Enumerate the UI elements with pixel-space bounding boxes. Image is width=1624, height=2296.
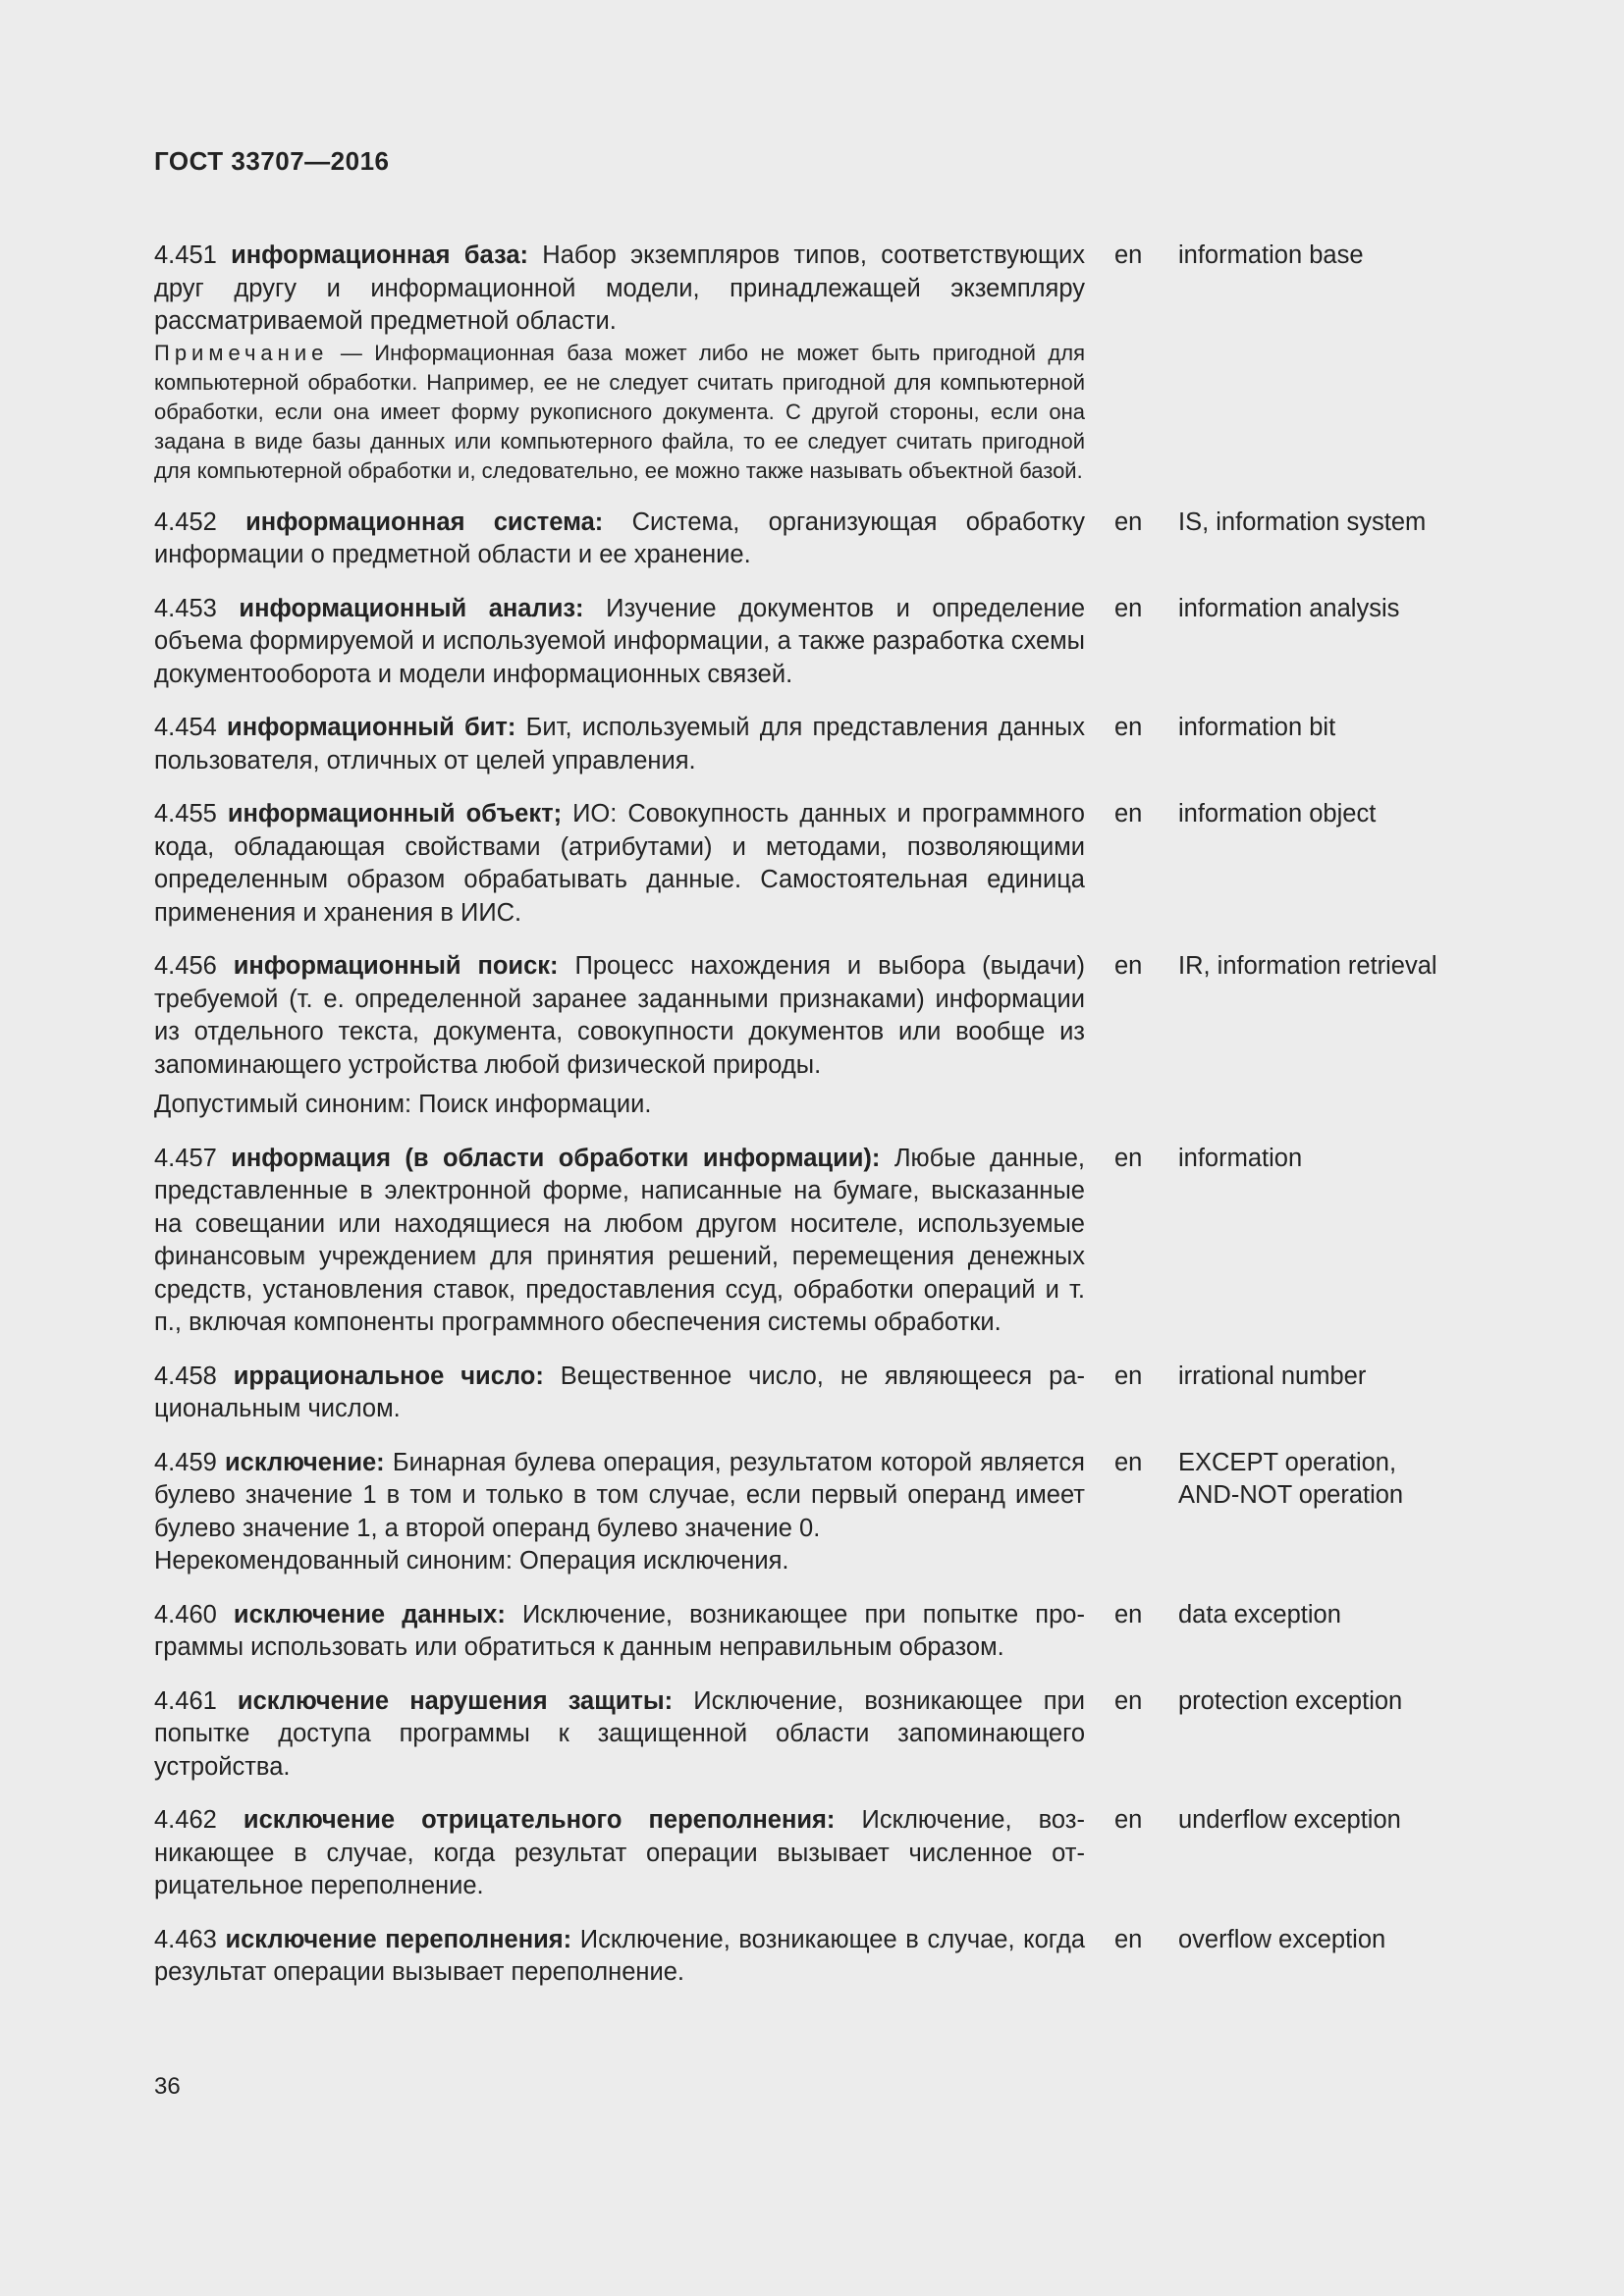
term-entry <box>154 1447 1529 1578</box>
definition-text: Изучение документов и определение объема формируемой и используемой информации, а также разработка схемы документооборота и модели информационных связей. <box>154 594 1085 688</box>
language-code: en <box>1114 1686 1143 1715</box>
definition-text: Вещественное число, не являющееся рациональным числом. <box>154 1362 1085 1422</box>
language-code: en <box>1114 1362 1143 1390</box>
english-equivalent: protection exception <box>1178 1686 1403 1715</box>
language-code: en <box>1114 1144 1143 1172</box>
term-definition-block <box>154 798 1085 930</box>
english-equivalent: data exception <box>1178 1600 1341 1629</box>
definition-paragraph <box>154 1143 1085 1340</box>
term-number: 4.455 <box>154 800 217 828</box>
term-entry <box>154 1599 1529 1665</box>
term-definition-block <box>154 1804 1085 1903</box>
term-entry <box>154 1804 1529 1903</box>
definition-paragraph <box>154 240 1085 339</box>
note-label: Примечание <box>154 340 329 365</box>
synonym-text: Нерекомендованный синоним: Операция исключения. <box>154 1547 789 1575</box>
english-equivalent: information <box>1178 1144 1303 1172</box>
definition-paragraph <box>154 1447 1085 1546</box>
definition-paragraph <box>154 593 1085 692</box>
definition-text: Система, организующая обработку информации о предметной области и ее хранение. <box>154 507 1085 568</box>
definition-text: ИО: Совокупность данных и программного кода, обладающая свойствами (атрибутами) и методами, позволяющими определенным образом обрабатывать данные. Самостоятельная единица применения и хранения в ИИС. <box>154 800 1085 927</box>
term-name: исключение: <box>225 1448 385 1476</box>
term-number: 4.453 <box>154 594 217 622</box>
definition-text: Бинарная булева операция, результатом которой является булево значение 1 в том и только в том случае, если первый операнд имеет булево значение 1, а второй операнд булево значение 0. <box>154 1448 1085 1542</box>
english-equivalent: information object <box>1178 800 1377 828</box>
term-definition-block <box>154 507 1085 572</box>
english-equivalent: overflow exception <box>1178 1925 1386 1953</box>
term-entry <box>154 1685 1529 1785</box>
language-code: en <box>1114 1448 1143 1476</box>
definition-paragraph <box>154 1685 1085 1785</box>
definition-paragraph <box>154 1924 1085 1990</box>
term-definition-block <box>154 1599 1085 1665</box>
language-code: en <box>1114 241 1143 269</box>
term-entry <box>154 712 1529 777</box>
definition-paragraph <box>154 712 1085 777</box>
term-number: 4.454 <box>154 714 217 741</box>
term-entry <box>154 1361 1529 1426</box>
definition-text: Исключение, возникающее при попытке доступа программы к защищенной области запоминающего устройства. <box>154 1686 1085 1781</box>
term-name: информационный бит: <box>227 714 516 741</box>
definition-text: Набор экземпляров типов, соответствующих друг другу и информационной модели, принадлежащей экземпляру рассматриваемой предметной области. <box>154 241 1085 335</box>
term-definition-block <box>154 950 1085 1122</box>
page-number: 36 <box>154 2073 181 2100</box>
term-name: информация (в области обработки информации): <box>231 1144 881 1172</box>
term-number: 4.458 <box>154 1362 217 1390</box>
definition-paragraph <box>154 1804 1085 1903</box>
note-paragraph <box>154 339 1085 486</box>
term-list <box>154 240 1529 2010</box>
term-name: исключение нарушения защиты: <box>237 1686 674 1715</box>
term-name: иррациональное число: <box>233 1362 544 1390</box>
term-number: 4.451 <box>154 241 217 269</box>
definition-paragraph <box>154 507 1085 572</box>
term-definition-block <box>154 1143 1085 1340</box>
english-equivalent: IS, information system <box>1178 507 1427 536</box>
term-definition-block <box>154 1685 1085 1785</box>
term-entry <box>154 950 1529 1122</box>
term-entry <box>154 593 1529 692</box>
language-code: en <box>1114 507 1143 536</box>
english-equivalent-line: AND-NOT operation <box>1178 1481 1404 1509</box>
term-entry <box>154 1924 1529 1990</box>
definition-text: Любые данные, представленные в электронной форме, написанные на бумаге, высказанные на совещании или находящиеся на любом другом носителе, используемые финансовым учреждением для принятия решений, перемещения денежных средств, установления ставок, предоставления ссуд, обработки операций и т. п., включая компоненты программного обеспечения системы обработки. <box>154 1144 1085 1336</box>
synonym-text: Допустимый синоним: Поиск информации. <box>154 1091 652 1118</box>
english-equivalent: information bit <box>1178 714 1336 741</box>
note-text: — Информационная база может либо не может быть пригодной для компьютерной обработки. Например, ее не следует считать пригодной для компьютерной обработки, если она имеет форму рукописного документа. С другой стороны, если она задана в виде базы данных или компьютерного файла, то ее следует считать пригодной для компьютерной обработки и, следовательно, ее можно также называть объектной базой. <box>154 340 1085 483</box>
term-number: 4.456 <box>154 952 217 980</box>
term-definition-block <box>154 240 1085 486</box>
language-code: en <box>1114 1806 1143 1834</box>
term-entry <box>154 240 1529 486</box>
english-equivalent: information analysis <box>1178 594 1400 622</box>
term-name: исключение данных: <box>233 1600 506 1629</box>
language-code: en <box>1114 594 1143 622</box>
term-definition-block <box>154 1924 1085 1990</box>
definition-text: Исключение, возникающее в случае, когда результат операции вызывает численное отрицательное переполнение. <box>154 1806 1085 1899</box>
document-header: ГОСТ 33707—2016 <box>154 146 390 176</box>
term-name: информационный поиск: <box>233 952 559 980</box>
term-number: 4.460 <box>154 1600 217 1629</box>
term-number: 4.452 <box>154 507 217 536</box>
definition-paragraph <box>154 1599 1085 1665</box>
definition-text: Процесс нахождения и выбора (выдачи) требуемой (т. е. определенной заранее заданными признаками) информации из отдельного текста, документа, совокупности документов или вообще из запоминающего устройства любой физической природы. <box>154 952 1085 1079</box>
term-number: 4.462 <box>154 1806 217 1834</box>
term-name: информационный объект; <box>227 800 563 828</box>
term-definition-block <box>154 593 1085 692</box>
term-entry <box>154 507 1529 572</box>
english-equivalent: IR, information retrieval <box>1178 952 1437 980</box>
english-equivalent-line: EXCEPT operation, <box>1178 1448 1397 1476</box>
term-definition-block <box>154 1447 1085 1578</box>
term-name: исключение отрицательного переполнения: <box>243 1806 836 1834</box>
language-code: en <box>1114 714 1143 741</box>
definition-paragraph <box>154 950 1085 1082</box>
definition-paragraph <box>154 798 1085 930</box>
definition-text: Бит, используемый для представления данных пользователя, отличных от целей управления. <box>154 714 1085 774</box>
definition-paragraph <box>154 1361 1085 1426</box>
language-code: en <box>1114 800 1143 828</box>
language-code: en <box>1114 952 1143 980</box>
term-name: информационная система: <box>245 507 604 536</box>
english-equivalent: information base <box>1178 241 1364 269</box>
term-entry <box>154 798 1529 930</box>
definition-text: Исключение, возникающее в случае, когда результат операции вызывает переполнение. <box>154 1925 1086 1986</box>
term-number: 4.457 <box>154 1144 217 1172</box>
term-name: исключение переполнения: <box>225 1925 572 1953</box>
english-equivalent: irrational number <box>1178 1362 1367 1390</box>
term-name: информационная база: <box>231 241 529 269</box>
term-definition-block <box>154 1361 1085 1426</box>
term-number: 4.463 <box>154 1925 217 1953</box>
english-equivalent <box>1178 1447 1492 1578</box>
term-definition-block <box>154 712 1085 777</box>
term-number: 4.461 <box>154 1686 217 1715</box>
language-code: en <box>1114 1600 1143 1629</box>
term-entry <box>154 1143 1529 1340</box>
language-code: en <box>1114 1925 1143 1953</box>
term-number: 4.459 <box>154 1448 217 1476</box>
english-equivalent: underflow exception <box>1178 1806 1401 1834</box>
definition-text: Исключение, возникающее при попытке программы использовать или обратиться к данным неправильным образом. <box>154 1600 1085 1661</box>
term-name: информационный анализ: <box>239 594 584 622</box>
